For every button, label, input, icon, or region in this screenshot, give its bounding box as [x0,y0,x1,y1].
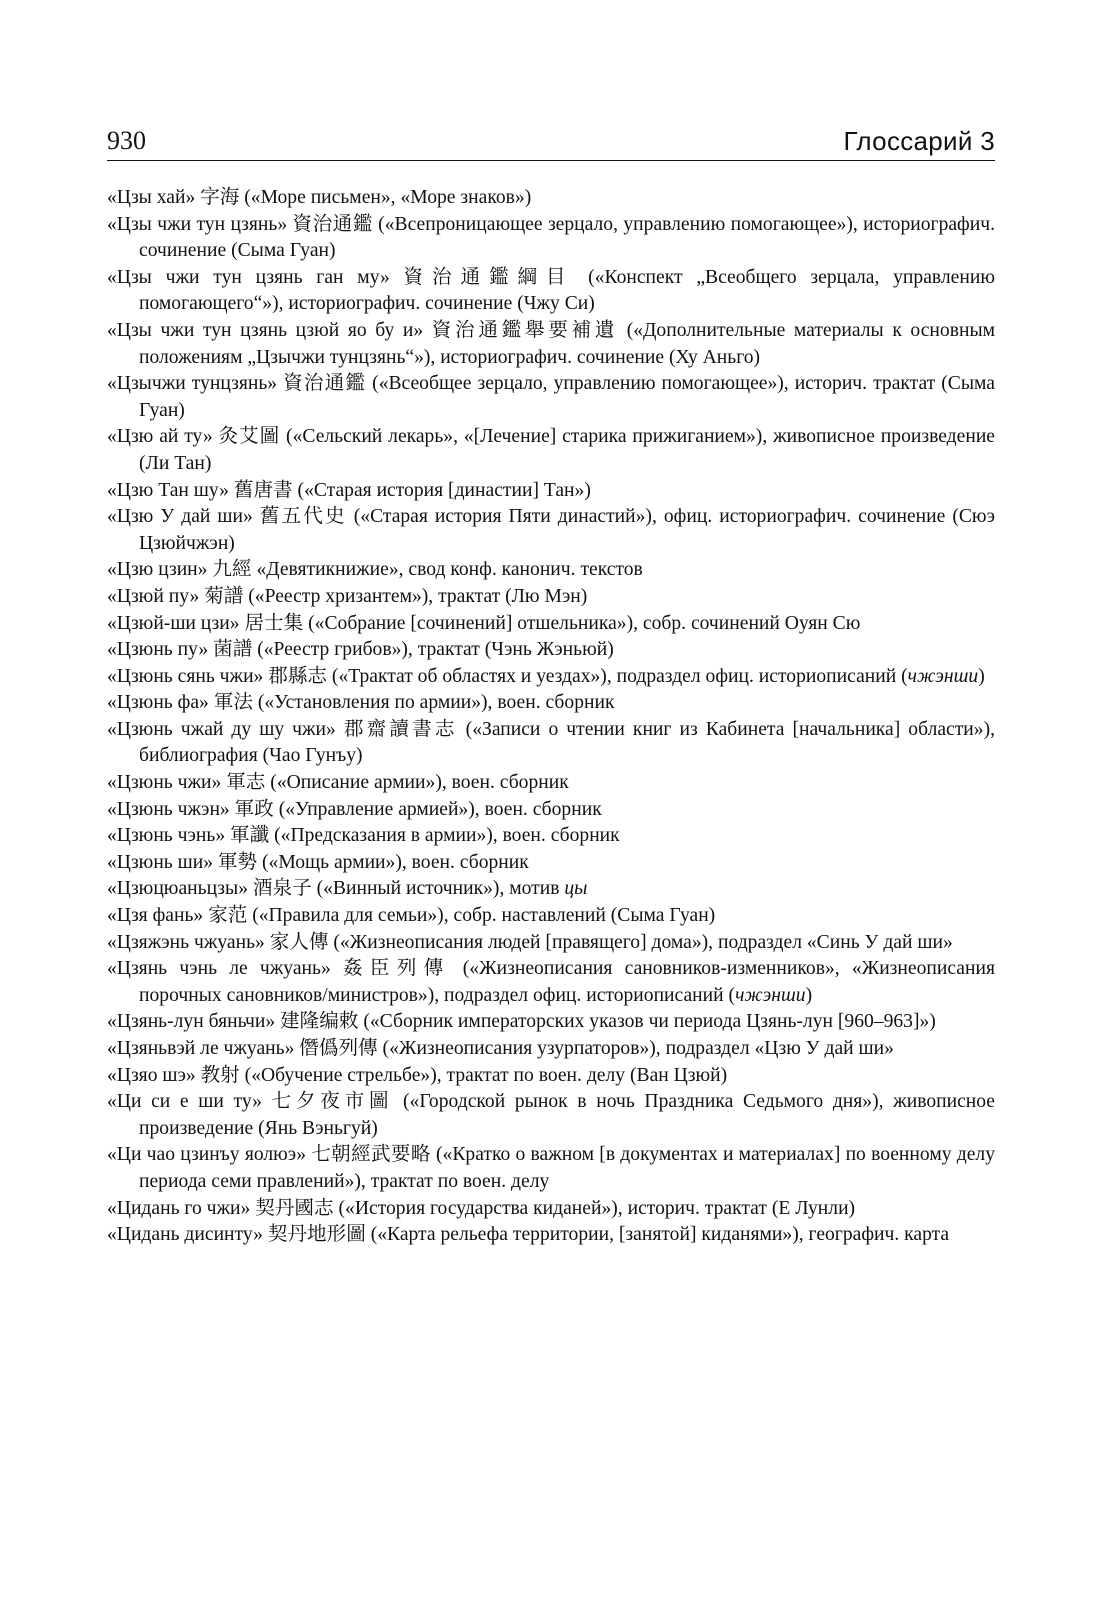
entry-text: «Кратко о важном [в документах и материалах] по военному делу периода семи правлений»), трактат по воен. делу [139,1144,995,1192]
glossary-entry [107,930,995,957]
glossary-entry [107,185,995,212]
glossary-entry [107,690,995,717]
glossary-entry [107,823,995,850]
entry-text: «Реестр грибов»), трактат (Чэнь Жэньюй) [263,639,614,661]
entry-text: «Жизнеописания узурпаторов»), подраздел «Цзю У дай ши» [389,1038,894,1059]
entry-head: «Цзю У дай ши» 舊五代史 ( [107,506,361,528]
entry-head: «Цзюнь чжай ду шу чжи» 郡齋讀書志 ( [107,718,473,740]
glossary-entry [107,371,995,424]
entry-text: «Собрание [сочинений] отшельника»), собр. сочинений Оуян Сю [314,612,861,634]
entry-head: «Цзюнь фа» 軍法 ( [107,692,265,714]
glossary-entry [107,1196,995,1223]
entry-text: «Девятикнижие», свод конф. канонич. текстов [256,559,643,581]
entry-text: «Жизнеописания людей [правящего] дома»), подраздел «Синь У дай ши» [339,931,953,953]
entry-text: «Установления по армии»), воен. сборник [264,692,615,714]
entry-head: «Цзы чжи тун цзянь» 資治通鑑 ( [107,213,385,235]
entry-head: «Ци си е ши ту» 七夕夜市圖 ( [107,1091,410,1113]
entry-text: «Сельский лекарь», «[Лечение] старика прижиганием»), живописное произведение (Ли Тан) [139,426,996,474]
entry-head: «Цзю цзин» 九經 [107,559,257,581]
entry-head: «Цзюнь сянь чжи» 郡縣志 ( [107,665,339,687]
entry-text: «Записи о чтении книг из Кабинета [начальника] области»), библиография (Чао Гунъу) [139,718,996,767]
glossary-entry [107,903,995,930]
glossary-entry [107,717,995,770]
glossary-entry [107,1036,995,1063]
glossary-entries [107,185,995,1249]
entry-head: «Цзюнь ши» 軍勢 ( [107,851,269,873]
entry-tail: ) [978,665,985,687]
entry-head: «Цзюнь чжи» 軍志 ( [107,772,277,794]
glossary-entry [107,611,995,638]
glossary-entry [107,584,995,611]
glossary-entry [107,1009,995,1036]
entry-text: «Винный источник»), мотив [323,878,565,900]
glossary-entry [107,1142,995,1195]
entry-head: «Цзяжэнь чжуань» 家人傳 ( [107,931,340,953]
entry-text: «Правила для семьи»), собр. наставлений (Сыма Гуан) [258,905,716,927]
glossary-entry [107,770,995,797]
entry-text: «Старая история [династии] Тан») [304,479,591,501]
entry-text: «Море письмен», «Море знаков») [250,187,532,208]
page-number: 930 [107,126,146,155]
entry-head: «Цзю ай ту» 灸艾圖 ( [107,426,293,448]
entry-text: «Трактат об областях и уездах»), подраздел офиц. историописаний ( [338,665,908,687]
entry-head: «Цзюцюаньцзы» 酒泉子 ( [107,878,324,900]
entry-head: «Цидань дисинту» 契丹地形圖 ( [107,1224,378,1246]
running-head: Глоссарий 3 [843,126,995,156]
entry-text: «Жизнеописания сановников-изменников», «Жизнеописания порочных сановников/министров»), подраздел офиц. историописаний ( [139,958,995,1006]
entry-head: «Цидань го чжи» 契丹國志 ( [107,1197,346,1219]
entry-head: «Цзы чжи тун цзянь ган му» 資治通鑑綱目 ( [107,266,595,288]
glossary-entry [107,212,995,265]
entry-text: «Старая история Пяти династий»), офиц. историографич. сочинение (Сюэ Цзюйчжэн) [139,506,995,554]
entry-head: «Цзянь чэнь ле чжуань» 姦臣列傳 ( [107,958,470,980]
glossary-entry [107,956,995,1009]
glossary-entry [107,850,995,877]
glossary-entry [107,504,995,557]
entry-head: «Цзы хай» 字海 ( [107,187,251,208]
entry-head: «Цзю Тан шу» 舊唐書 ( [107,479,305,501]
glossary-entry [107,424,995,477]
entry-text: «Управление армией»), воен. сборник [285,798,602,820]
glossary-entry [107,797,995,824]
entry-head: «Цзяньвэй ле чжуань» 僭僞列傳 ( [107,1038,390,1059]
glossary-entry [107,318,995,371]
entry-head: «Ци чао цзинъу яолюэ» 七朝經武要略 ( [107,1144,443,1166]
page-header [107,126,995,161]
entry-head: «Цзюнь чжэн» 軍政 ( [107,798,286,820]
entry-text: «Городской рынок в ночь Праздника Седьмого дня»), живописное произведение (Янь Вэньгуй) [139,1091,995,1139]
entry-head: «Цзюнь пу» 菌譜 ( [107,639,264,661]
entry-text: «Всепроницающее зерцало, управлению помогающее»), историографич. сочинение (Сыма Гуан) [139,213,995,262]
entry-head: «Цзычжи тунцзянь» 資治通鑑 ( [107,373,379,395]
entry-head: «Цзюй-ши цзи» 居士集 ( [107,612,315,634]
glossary-entry [107,1222,995,1249]
entry-head: «Цзянь-лун бяньчи» 建隆编敕 ( [107,1011,370,1033]
entry-text: «Обучение стрельбе»), трактат по воен. делу (Ван Цзюй) [251,1064,728,1086]
entry-italic-term: чжэнши [907,665,979,687]
entry-head: «Цзюнь чэнь» 軍讖 ( [107,825,281,847]
entry-head: «Цзяо шэ» 教射 ( [107,1064,252,1086]
glossary-entry [107,637,995,664]
glossary-entry [107,265,995,318]
entry-italic-term: цы [564,878,588,900]
glossary-entry [107,664,995,691]
entry-text: «Описание армии»), воен. сборник [276,772,569,794]
entry-text: «Мощь армии»), воен. сборник [268,851,529,873]
glossary-entry [107,478,995,505]
glossary-entry [107,1063,995,1090]
entry-head: «Цзя фань» 家范 ( [107,905,259,927]
entry-text: «История государства киданей»), историч. трактат (Е Лунли) [345,1197,856,1219]
entry-text: «Всеобщее зерцало, управлению помогающее»), историч. трактат (Сыма Гуан) [139,373,995,421]
entry-italic-term: чжэнши [735,984,806,1006]
glossary-entry [107,1089,995,1142]
entry-head: «Цзюй пу» 菊譜 ( [107,585,255,607]
entry-text: «Дополнительные материалы к основным положениям „Цзычжи тунцзянь“»), историографич. сочинение (Ху Аньго) [139,319,996,368]
entry-head: «Цзы чжи тун цзянь цзюй яо бу и» 資治通鑑舉要補遺 ( [107,319,634,341]
glossary-entry [107,876,995,903]
entry-text: «Реестр хризантем»), трактат (Лю Мэн) [254,585,588,607]
entry-tail: ) [805,984,813,1006]
entry-text: «Предсказания в армии»), воен. сборник [280,825,620,847]
entry-text: «Сборник императорских указов чи периода Цзянь-лун [960–963]») [369,1011,936,1033]
entry-text: «Конспект „Всеобщего зерцала, управлению помогающего“»), историографич. сочинение (Чжу Си) [139,266,995,315]
glossary-entry [107,557,995,584]
entry-text: «Карта рельефа территории, [занятой] киданями»), географич. карта [377,1224,950,1246]
